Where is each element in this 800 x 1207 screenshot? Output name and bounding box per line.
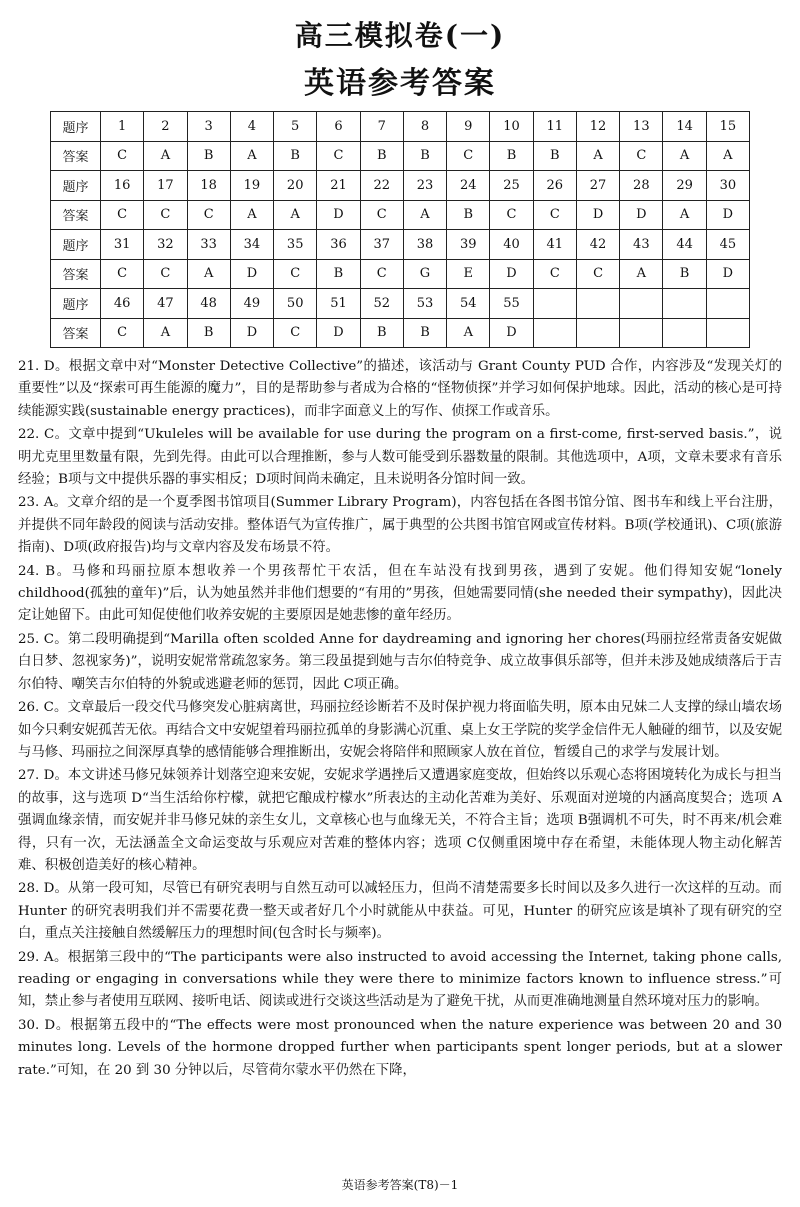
answer-cell: B: [447, 200, 490, 230]
answer-cell: D: [620, 200, 663, 230]
row-label-number: 题序: [51, 289, 101, 319]
question-number-cell: 34: [230, 230, 273, 260]
answer-cell: [663, 318, 706, 348]
answer-cell: A: [230, 141, 273, 171]
question-number-cell: 4: [230, 112, 273, 142]
answer-cell: D: [706, 200, 749, 230]
answer-cell: B: [403, 318, 446, 348]
answer-cell: A: [274, 200, 317, 230]
answer-cell: C: [101, 318, 144, 348]
answer-cell: D: [317, 200, 360, 230]
explanation-item-25: 25. C。第二段明确提到“Marilla often scolded Anne for daydreaming and ignoring her chores(玛丽拉经常责备安妮做白日梦、忽视家务)”，说明安妮常常疏忽家务。第三段虽提到她与吉尔伯特竞争、成立故事俱乐部等，但并未涉及她成绩落后于吉尔伯特、嘲笑吉尔伯特的外貌或逃避老师的惩罚，因此 C项正确。: [18, 631, 782, 692]
question-number-cell: 33: [187, 230, 230, 260]
answer-cell: D: [490, 318, 533, 348]
page-title: 高三模拟卷(一): [294, 19, 506, 52]
answer-cell: C: [317, 141, 360, 171]
question-number-cell: 31: [101, 230, 144, 260]
number-row: [51, 289, 750, 319]
question-number-cell: 20: [274, 171, 317, 201]
answer-cell: C: [144, 259, 187, 289]
question-number-cell: 5: [274, 112, 317, 142]
explanation-item-24: 24. B。马修和玛丽拉原本想收养一个男孩帮忙干农活，但在车站没有找到男孩，遇到了安妮。他们得知安妮“lonely childhood(孤独的童年)”后，认为她虽然并非他们想要的“有用的”男孩，但她需要同情(she needed their sympathy)，因此决定让她留下。由此可知促使他们收养安妮的主要原因是她悲惨的童年经历。: [18, 563, 782, 624]
number-row: [51, 230, 750, 260]
question-number-cell: 27: [576, 171, 619, 201]
explanation-list: [18, 356, 782, 1083]
question-number-cell: 47: [144, 289, 187, 319]
answer-cell: B: [274, 141, 317, 171]
question-number-cell: 16: [101, 171, 144, 201]
explanation-item-30: 30. D。根据第五段中的“The effects were most pronounced when the nature experience was between 20 and 30 minutes long. Levels of the hormone dropped further when participants spent longer periods, but at a slower rate.”可知，在 20 到 30 分钟以后，尽管荷尔蒙水平仍然在下降，: [18, 1017, 782, 1078]
answer-cell: D: [706, 259, 749, 289]
answer-cell: C: [533, 200, 576, 230]
question-number-cell: 23: [403, 171, 446, 201]
number-row: [51, 171, 750, 201]
question-number-cell: 53: [403, 289, 446, 319]
question-number-cell: 14: [663, 112, 706, 142]
number-row: [51, 112, 750, 142]
answer-cell: A: [187, 259, 230, 289]
question-number-cell: 55: [490, 289, 533, 319]
answer-cell: D: [317, 318, 360, 348]
question-number-cell: 26: [533, 171, 576, 201]
row-label-number: 题序: [51, 230, 101, 260]
question-number-cell: [533, 289, 576, 319]
row-label-number: 题序: [51, 171, 101, 201]
explanation-item-23: 23. A。文章介绍的是一个夏季图书馆项目(Summer Library Program)，内容包括在各图书馆分馆、图书车和线上平台注册，并提供不同年龄段的阅读与活动安排。整体语气为宣传推广，属于典型的公共图书馆官网或宣传材料。B项(学校通讯)、C项(旅游指南)、D项(政府报告)均与文章内容及发布场景不符。: [18, 495, 782, 556]
question-number-cell: 13: [620, 112, 663, 142]
explanation-item-27: 27. D。本文讲述马修兄妹领养计划落空迎来安妮，安妮求学遇挫后又遭遇家庭变故，但始终以乐观心态将困境转化为成长与担当的故事，这与选项 D“当生活给你柠檬，就把它酿成柠檬水”所表达的主动化苦难为美好、乐观面对逆境的内涵高度契合；选项 A强调血缘亲情，而安妮并非马修兄妹的亲生女儿，文章核心也与血缘无关，不符合主旨；选项 B强调机不可失，时不再来/机会难得，只有一次，无法涵盖全文命运变故与乐观应对苦难的整体内容；选项 C仅侧重困境中存在希望，未能体现人物主动化解苦难、积极创造美好的核心精神。: [18, 768, 782, 873]
answer-cell: A: [663, 200, 706, 230]
question-number-cell: [706, 289, 749, 319]
answer-cell: C: [360, 259, 403, 289]
question-number-cell: 12: [576, 112, 619, 142]
answer-cell: C: [576, 259, 619, 289]
explanation-item-26: 26. C。文章最后一段交代马修突发心脏病离世，玛丽拉经诊断若不及时保护视力将面临失明，原本由兄妹二人支撑的绿山墙农场如今只剩安妮孤苦无依。再结合文中安妮望着玛丽拉孤单的身影满心沉重、桌上女王学院的奖学金信件无人触碰的细节，以及安妮与马修、玛丽拉之间深厚真挚的感情能够合理推断出，安妮会将陪伴和照顾家人放在首位，暂缓自己的求学与发展计划。: [18, 700, 782, 760]
answer-cell: C: [274, 259, 317, 289]
answer-cell: A: [403, 200, 446, 230]
answer-cell: B: [490, 141, 533, 171]
answer-cell: C: [187, 200, 230, 230]
answer-cell: E: [447, 259, 490, 289]
question-number-cell: 45: [706, 230, 749, 260]
question-number-cell: 8: [403, 112, 446, 142]
question-number-cell: 15: [706, 112, 749, 142]
answer-cell: B: [403, 141, 446, 171]
answer-cell: D: [230, 259, 273, 289]
answer-cell: C: [101, 141, 144, 171]
answer-cell: A: [447, 318, 490, 348]
answer-cell: B: [360, 318, 403, 348]
question-number-cell: [576, 289, 619, 319]
question-number-cell: 30: [706, 171, 749, 201]
question-number-cell: 42: [576, 230, 619, 260]
explanation-item-28: 28. D。从第一段可知，尽管已有研究表明与自然互动可以减轻压力，但尚不清楚需要多长时间以及多久进行一次这样的互动。而 Hunter 的研究表明我们并不需要花费一整天或者好几个小时就能从中获益。可见，Hunter 的研究应该是填补了现有研究的空白，重点关注接触自然缓解压力的理想时间(包含时长与频率)。: [18, 881, 782, 942]
answer-cell: C: [101, 259, 144, 289]
explanation-item-22: 22. C。文章中提到“Ukuleles will be available for use during the program on a first-come, first-served basis.”，说明尤克里里数量有限，先到先得。由此可以合理推断，参与人数可能受到乐器数量的限制。其他选项中，A项，文章未要求有音乐经验；B项与文中提供乐器的事实相反；D项时间尚未确定，且未说明各分馆时间一致。: [18, 427, 782, 488]
question-number-cell: 28: [620, 171, 663, 201]
answer-cell: [706, 318, 749, 348]
answer-cell: A: [620, 259, 663, 289]
answer-cell: B: [317, 259, 360, 289]
answer-table: [50, 111, 750, 348]
answer-cell: C: [144, 200, 187, 230]
question-number-cell: 18: [187, 171, 230, 201]
question-number-cell: 9: [447, 112, 490, 142]
answer-cell: C: [274, 318, 317, 348]
answer-cell: B: [187, 318, 230, 348]
question-number-cell: 35: [274, 230, 317, 260]
answer-cell: A: [576, 141, 619, 171]
explanation-item-29: 29. A。根据第三段中的“The participants were also instructed to avoid accessing the Internet, taking phone calls, reading or engaging in conversations while they were there to minimize factors known to influence stress.”可知，禁止参与者使用互联网、接听电话、阅读或进行交谈这些活动是为了避免干扰，从而更准确地测量自然环境对压力的影响。: [18, 949, 782, 1010]
question-number-cell: 7: [360, 112, 403, 142]
question-number-cell: 43: [620, 230, 663, 260]
question-number-cell: 46: [101, 289, 144, 319]
row-label-number: 题序: [51, 112, 101, 142]
page-footer: 英语参考答案(T8)－1: [341, 1178, 459, 1192]
question-number-cell: 32: [144, 230, 187, 260]
question-number-cell: [620, 289, 663, 319]
answer-row: [51, 318, 750, 348]
answer-cell: C: [620, 141, 663, 171]
row-label-answer: 答案: [51, 318, 101, 348]
answer-cell: B: [663, 259, 706, 289]
answer-cell: D: [576, 200, 619, 230]
answer-cell: D: [230, 318, 273, 348]
question-number-cell: 50: [274, 289, 317, 319]
question-number-cell: 24: [447, 171, 490, 201]
answer-cell: C: [101, 200, 144, 230]
question-number-cell: 25: [490, 171, 533, 201]
row-label-answer: 答案: [51, 141, 101, 171]
explanation-item-21: 21. D。根据文章中对“Monster Detective Collective”的描述，该活动与 Grant County PUD 合作，内容涉及“发现关灯的重要性”以及“探索可再生能源的魔力”，目的是帮助参与者成为合格的“怪物侦探”并学习如何保护地球。因此，活动的核心是可持续能源实践(sustainable energy practices)，而非字面意义上的写作、侦探工作或音乐。: [18, 359, 782, 419]
answer-cell: A: [144, 318, 187, 348]
row-label-answer: 答案: [51, 259, 101, 289]
answer-cell: A: [144, 141, 187, 171]
page-subtitle: 英语参考答案: [304, 66, 496, 101]
question-number-cell: 17: [144, 171, 187, 201]
answer-cell: A: [230, 200, 273, 230]
answer-cell: A: [706, 141, 749, 171]
answer-cell: A: [663, 141, 706, 171]
question-number-cell: 36: [317, 230, 360, 260]
answer-cell: B: [533, 141, 576, 171]
answer-cell: [576, 318, 619, 348]
question-number-cell: 6: [317, 112, 360, 142]
answer-cell: C: [490, 200, 533, 230]
answer-row: [51, 141, 750, 171]
question-number-cell: 19: [230, 171, 273, 201]
answer-row: [51, 200, 750, 230]
question-number-cell: 54: [447, 289, 490, 319]
answer-cell: D: [490, 259, 533, 289]
answer-cell: C: [447, 141, 490, 171]
question-number-cell: 22: [360, 171, 403, 201]
row-label-answer: 答案: [51, 200, 101, 230]
answer-cell: C: [360, 200, 403, 230]
question-number-cell: 11: [533, 112, 576, 142]
question-number-cell: 39: [447, 230, 490, 260]
question-number-cell: 41: [533, 230, 576, 260]
answer-cell: G: [403, 259, 446, 289]
question-number-cell: 37: [360, 230, 403, 260]
question-number-cell: [663, 289, 706, 319]
answer-cell: [620, 318, 663, 348]
question-number-cell: 38: [403, 230, 446, 260]
answer-row: [51, 259, 750, 289]
question-number-cell: 52: [360, 289, 403, 319]
answer-cell: C: [533, 259, 576, 289]
answer-cell: [533, 318, 576, 348]
question-number-cell: 10: [490, 112, 533, 142]
question-number-cell: 44: [663, 230, 706, 260]
answer-cell: B: [187, 141, 230, 171]
question-number-cell: 3: [187, 112, 230, 142]
question-number-cell: 49: [230, 289, 273, 319]
answer-cell: B: [360, 141, 403, 171]
question-number-cell: 48: [187, 289, 230, 319]
question-number-cell: 51: [317, 289, 360, 319]
question-number-cell: 29: [663, 171, 706, 201]
question-number-cell: 1: [101, 112, 144, 142]
question-number-cell: 21: [317, 171, 360, 201]
question-number-cell: 2: [144, 112, 187, 142]
question-number-cell: 40: [490, 230, 533, 260]
